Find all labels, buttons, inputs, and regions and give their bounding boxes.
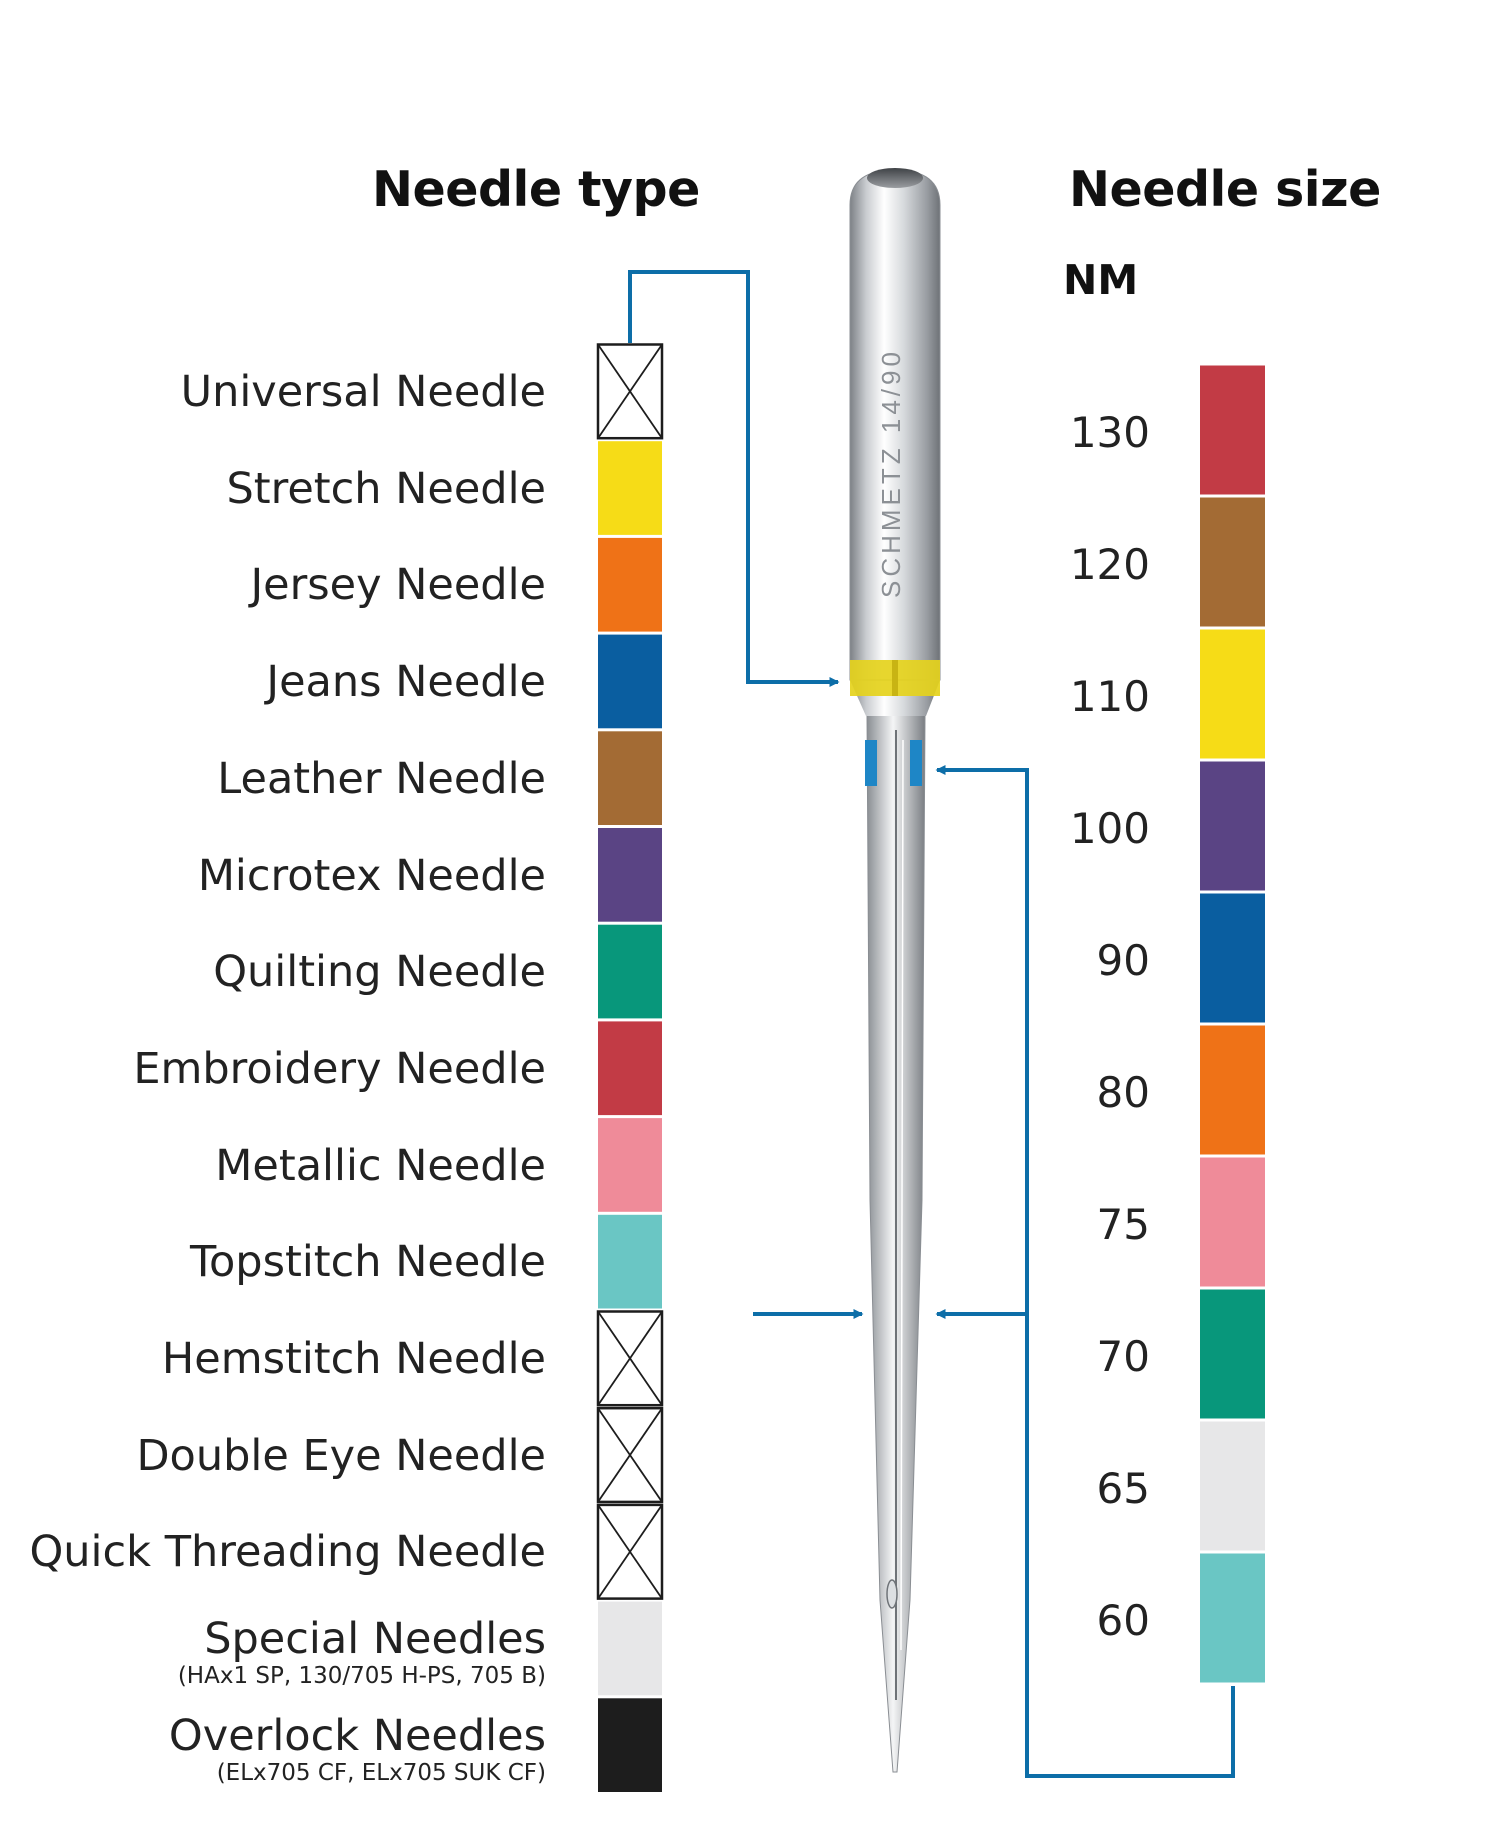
needle-type-swatch [598,1021,662,1115]
needle-size-label: 60 [1096,1596,1150,1645]
needle-size-label: 120 [1069,540,1150,589]
needle-size-swatch [1200,498,1265,627]
needle-size-swatch [1200,894,1265,1023]
needle-type-swatch [598,1602,662,1696]
needle-type-label: Quick Threading Needle [29,1527,546,1578]
needle-illustration [850,168,940,1772]
needle-size-heading: Needle size [1069,161,1381,218]
needle-type-label: Jersey Needle [250,560,546,611]
needle-type-swatch [598,1505,662,1599]
needle-type-label: Leather Needle [217,753,546,804]
needle-type-swatch [598,538,662,632]
needle-cap [867,168,923,188]
needle-type-swatch [598,441,662,535]
needle-type-color-column [598,345,662,1793]
needle-size-label: 75 [1096,1200,1150,1249]
size-connector [937,770,1233,1776]
needle-size-label: 110 [1069,672,1150,721]
needle-size-unit: NM [1063,256,1139,304]
needle-type-label: Stretch Needle [226,463,546,514]
needle-type-swatch [598,1698,662,1792]
needle-type-sublabel: (ELx705 CF, ELx705 SUK CF) [216,1759,546,1786]
needle-blade-band-right [910,740,922,786]
needle-size-color-column [1200,366,1265,1683]
needle-size-label: 65 [1096,1464,1150,1513]
needle-size-swatch [1200,630,1265,759]
needle-type-swatch [598,925,662,1019]
needle-type-heading: Needle type [372,161,700,218]
needle-type-label: Universal Needle [180,367,546,417]
needle-type-swatch [598,1408,662,1502]
needle-size-swatch [1200,762,1265,891]
needle-size-swatch [1200,366,1265,495]
needle-type-swatch [598,345,662,439]
needle-size-swatch [1200,1158,1265,1287]
needle-eye [887,1580,897,1608]
needle-type-label: Jeans Needle [266,657,546,708]
needle-type-swatch [598,731,662,825]
needle-type-swatch [598,1312,662,1406]
needle-size-swatch [1200,1026,1265,1155]
needle-type-label: Special Needles [204,1614,546,1665]
needle-blade-band-left [865,740,877,786]
needle-type-label: Hemstitch Needle [161,1334,546,1384]
needle-size-label: 90 [1096,936,1150,985]
needle-engraving: SCHMETZ 14/90 [876,348,906,598]
needle-type-swatch [598,1118,662,1212]
needle-type-swatch [598,828,662,922]
needle-type-swatch [598,1215,662,1309]
needle-type-label: Embroidery Needle [133,1043,546,1094]
needle-size-swatch [1200,1422,1265,1551]
needle-size-label: 80 [1096,1068,1150,1117]
needle-type-label: Quilting Needle [213,947,546,998]
needle-shank-band-groove [892,660,898,696]
needle-type-label: Topstitch Needle [190,1237,546,1288]
needle-type-label: Overlock Needles [168,1710,546,1761]
needle-type-label: Metallic Needle [215,1140,546,1191]
needle-size-label: 130 [1069,408,1150,457]
needle-size-label: 70 [1096,1332,1150,1381]
needle-size-swatch [1200,1290,1265,1419]
needle-type-sublabel: (HAx1 SP, 130/705 H-PS, 705 B) [177,1663,546,1690]
needle-type-label: Microtex Needle [197,850,546,901]
needle-size-swatch [1200,1554,1265,1683]
needle-size-label: 100 [1069,804,1150,853]
needle-type-swatch [598,635,662,729]
needle-type-label: Double Eye Needle [136,1430,546,1481]
